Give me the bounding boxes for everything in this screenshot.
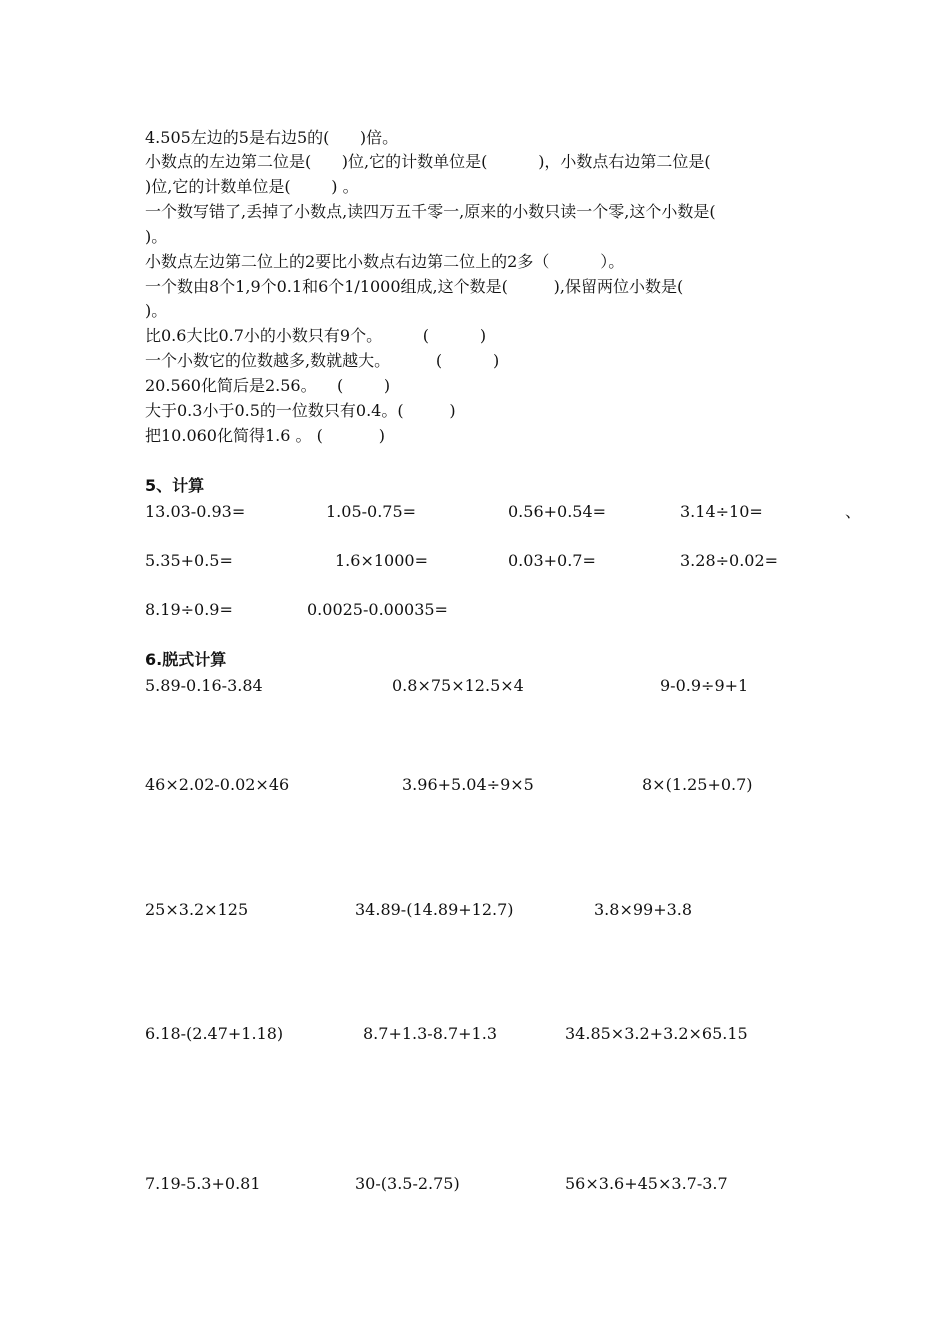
calc-item: 8.19÷0.9= [145,600,233,619]
expression-item: 8×(1.25+0.7) [642,775,753,794]
question-line: )。 [145,301,168,320]
calc-item: 3.28÷0.02= [680,551,779,570]
expression-item: 34.89-(14.89+12.7) [355,900,514,919]
punctuation-mark: 、 [845,502,862,521]
calc-item: 0.56+0.54= [508,502,607,521]
expression-item: 7.19-5.3+0.81 [145,1174,261,1193]
expression-item: 34.85×3.2+3.2×65.15 [565,1024,748,1043]
question-line: 小数点的左边第二位是( )位,它的计数单位是( )，小数点右边第二位是( [145,152,711,171]
calc-item: 13.03-0.93= [145,502,246,521]
section-6-title: 6.脱式计算 [145,650,227,669]
expression-item: 46×2.02-0.02×46 [145,775,290,794]
question-line: 一个数由8个1,9个0.1和6个1/1000组成,这个数是( ),保留两位小数是( [145,277,684,296]
question-line: 一个小数它的位数越多,数就越大。 ( ) [145,351,500,370]
expression-item: 3.96+5.04÷9×5 [402,775,534,794]
question-line: )。 [145,227,168,246]
expression-item: 8.7+1.3-8.7+1.3 [363,1024,497,1043]
question-line: )位,它的计数单位是( ) 。 [145,177,359,196]
expression-item: 5.89-0.16-3.84 [145,676,263,695]
expression-item: 56×3.6+45×3.7-3.7 [565,1174,728,1193]
expression-item: 6.18-(2.47+1.18) [145,1024,284,1043]
calc-item: 5.35+0.5= [145,551,233,570]
expression-item: 0.8×75×12.5×4 [392,676,524,695]
question-line: 20.560化简后是2.56。 ( ) [145,376,391,395]
calc-item: 1.6×1000= [335,551,428,570]
section-5-title: 5、计算 [145,476,205,495]
expression-item: 9-0.9÷9+1 [660,676,749,695]
calc-item: 0.0025-0.00035= [307,600,448,619]
expression-item: 3.8×99+3.8 [594,900,693,919]
question-line: 4.505左边的5是右边5的( )倍。 [145,128,399,147]
question-line: 大于0.3小于0.5的一位数只有0.4。( ) [145,401,456,420]
question-line: 一个数写错了,丢掉了小数点,读四万五千零一,原来的小数只读一个零,这个小数是( [145,202,716,221]
expression-item: 25×3.2×125 [145,900,249,919]
expression-item: 30-(3.5-2.75) [355,1174,460,1193]
calc-item: 1.05-0.75= [326,502,417,521]
question-line: 比0.6大比0.7小的小数只有9个。 ( ) [145,326,487,345]
calc-item: 0.03+0.7= [508,551,596,570]
calc-item: 3.14÷10= [680,502,763,521]
question-line: 把10.060化简得1.6 。 ( ) [145,426,386,445]
question-line: 小数点左边第二位上的2要比小数点右边第二位上的2多（ ）。 [145,252,625,271]
